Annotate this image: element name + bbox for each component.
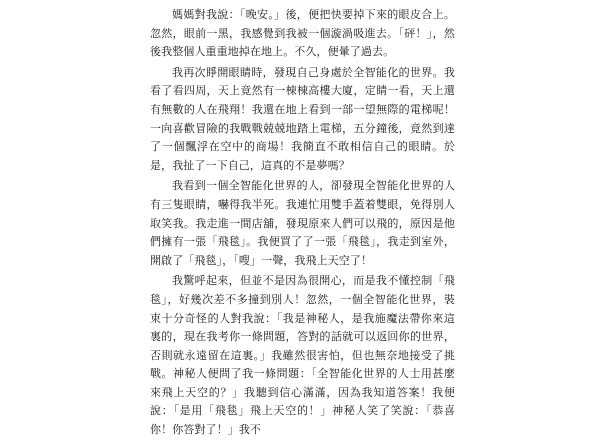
paragraph-3: 我看到一個全智能化世界的人，卻發現全智能化世界的人有三隻眼睛，嚇得我半死。我連忙用雙手蓋着雙眼，免得別人取笑我。我走進一間店舖，發現原來人們可以飛的，原因是他們擁有一張「飛毯」。我便買了了一張「飛毯」，我走到室外，開啟了「飛毯」，「嗖」一聲，我飛上天空了！ bbox=[150, 179, 455, 267]
paragraph-4: 我驚呼起來，但並不是因為很開心，而是我不懂控制「飛毯」，好幾次差不多撞到別人！忽然，一個全智能化世界，裝束十分奇怪的人對我說：「我是神秘人，是我施魔法帶你來這裏的，現在我考你一條問題，答對的話就可以返回你的世界，否則就永遠留在這裏。」我雖然很害怕，但也無奈地接受了挑戰。神秘人便問了我一條問題：「全智能化世界的人士用甚麼來飛上天空的？」我聽到信心滿滿，因為我知道答案！我便說：「是用「飛毯」飛上天空的！」神秘人笑了笑說：「恭喜你！你答對了！」我不 bbox=[150, 274, 455, 437]
paragraph-2: 我再次睜開眼睛時，發現自己身處於全智能化的世界。我看了看四周，天上竟然有一棟棟高樓大廈，定睛一看，天上還有無數的人在飛翔！我還在地上看到一部一望無際的電梯呢！一向喜歡冒險的我戰戰兢兢地踏上電梯，五分鐘後，竟然到達了一個飄浮在空中的商場！我簡直不敢相信自己的眼睛。於是，我扯了一下自己，這真的不是夢嗎？ bbox=[150, 65, 455, 172]
document-page bbox=[150, 0, 455, 437]
paragraph-1: 媽媽對我說：「晚安。」後，便把快要掉下來的眼皮合上。忽然，眼前一黑，我感覺到我被一個漩渦吸進去。「砰！」，然後我整個人重重地掉在地上。不久，便暈了過去。 bbox=[150, 8, 455, 59]
